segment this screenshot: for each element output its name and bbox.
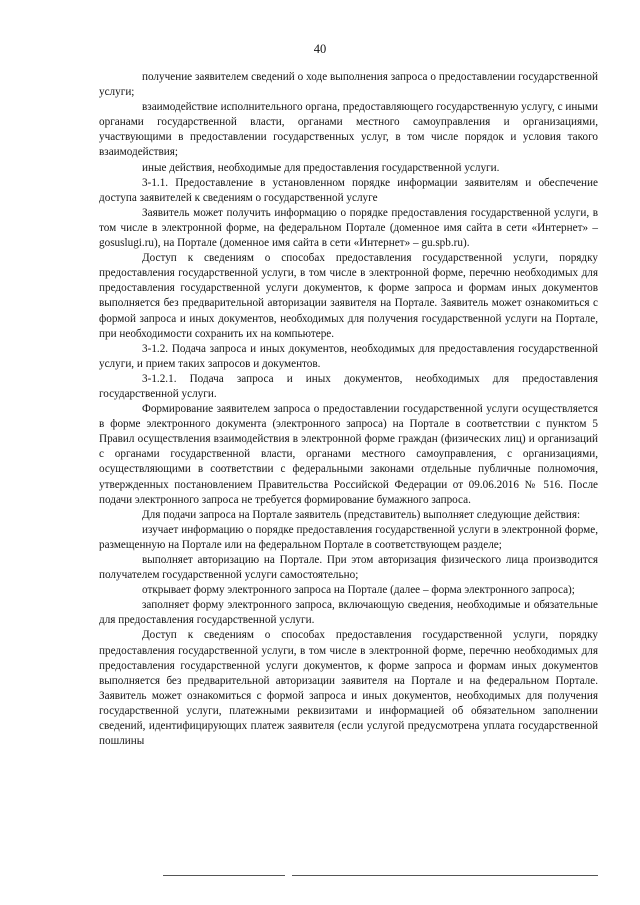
paragraph-status-info: получение заявителем сведений о ходе выполнения запроса о предоставлении государственной услуги; [99, 71, 598, 99]
paragraph-section-3-1-2-1: 3-1.2.1. Подача запроса и иных документов, необходимых для предоставления государственной услуги. [99, 372, 598, 400]
paragraph-interaction: взаимодействие исполнительного органа, предоставляющего государственную услугу, с иными органами государственной власти, органами местного самоуправления и организациями, участвующими в предоставлении государственных услуг, в том числе порядок и условия такого взаимодействия; [99, 101, 598, 159]
footer-rule-right [292, 875, 598, 876]
paragraph-section-3-1-1: 3-1.1. Предоставление в установленном порядке информации заявителям и обеспечение доступа заявителей к сведениям о государственной услуге [99, 176, 598, 204]
paragraph-access-info: Доступ к сведениям о способах предоставления государственной услуги, порядку предоставления государственной услуги, в том числе в электронной форме, перечню необходимых для предоставления государственной услуги документов, к форме запроса и формам иных документов выполняется без предварительной авторизации заявителя на Портале. Заявитель может ознакомиться с формой запроса и иных документов, необходимых для получения государственной услуги на Портале, при необходимости сохранить их на компьютере. [99, 252, 598, 340]
paragraph-action-open-form: открывает форму электронного запроса на Портале (далее – форма электронного запроса); [142, 584, 575, 597]
paragraph-access-info-federal: Доступ к сведениям о способах предоставления государственной услуги, порядку предоставления государственной услуги, в том числе в электронной форме, перечню необходимых для предоставления государственной услуги документов, к форме запроса и формам иных документов выполняется без предварительной авторизации заявителя на Портале и на федеральном Портале. Заявитель может ознакомиться с формой запроса и иных документов, необходимых для получения государственной услуги, платежными реквизитами и информацией об обязательном заполнении сведений, идентифицирующих платеж заявителя (если услугой предусмотрена уплата государственной пошлины [99, 629, 598, 748]
paragraph-request-forming: Формирование заявителем запроса о предоставлении государственной услуги осуществляется в форме электронного документа (электронного запроса) на Портале в соответствии с пунктом 5 Правил осуществления взаимодействия в электронной форме граждан (физических лиц) и организаций с органами государственной власти, органами местного самоуправления, с организациями, осуществляющими в соответствии с федеральными законами отдельные публичные полномочия, утвержденных постановлением Правительства Российской Федерации от 09.06.2016 № 516. После подачи электронного запроса не требуется формирование бумажного запроса. [99, 403, 598, 506]
paragraph-action-fill-form: заполняет форму электронного запроса, включающую сведения, необходимые и обязательные для предоставления государственной услуги. [99, 599, 598, 627]
paragraph-action-study: изучает информацию о порядке предоставления государственной услуги в электронной форме, размещенную на Портале или на федеральном Портале в соответствующем разделе; [99, 523, 598, 551]
paragraph-other-actions: иные действия, необходимые для предоставления государственной услуги. [142, 161, 500, 174]
footer-rule-left [163, 875, 285, 876]
paragraph-actions-intro: Для подачи запроса на Портале заявитель (представитель) выполняет следующие действия: [142, 508, 581, 521]
paragraph-section-3-1-2: 3-1.2. Подача запроса и иных документов, необходимых для предоставления государственной услуги, и прием таких запросов и документов. [99, 342, 598, 370]
document-body [99, 70, 598, 749]
paragraph-action-authorize: выполняет авторизацию на Портале. При этом авторизация физического лица производится получателем государственной услуги самостоятельно; [99, 554, 598, 582]
page-number: 40 [313, 42, 327, 56]
paragraph-portal-info: Заявитель может получить информацию о порядке предоставления государственной услуги, в том числе в электронной форме, на федеральном Портале (доменное имя сайта в сети «Интернет» – gosuslugi.ru), на Портале (доменное имя сайта в сети «Интернет» – gu.spb.ru). [99, 206, 598, 250]
